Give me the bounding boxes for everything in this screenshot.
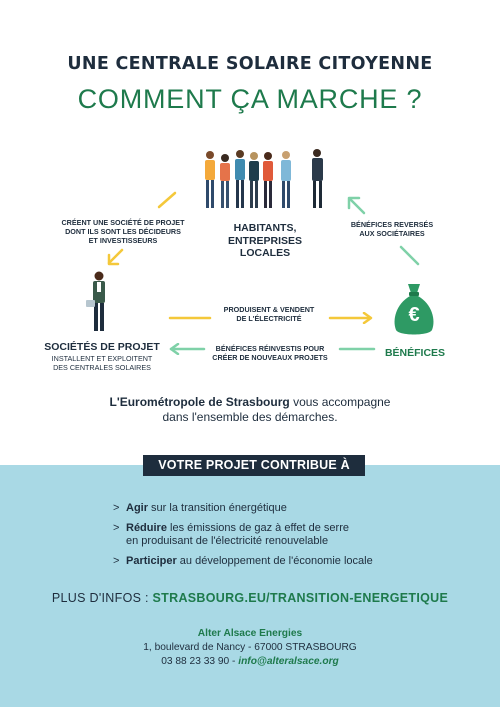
money-bag-icon [390, 280, 438, 338]
contact-org: Alter Alsace Energies [197, 628, 303, 639]
title-line-2: COMMENT ÇA MARCHE ? [77, 84, 423, 114]
accompagne-text: L'Eurométropole de Strasbourg vous accompagne dans l'ensemble des démarches. [109, 395, 391, 424]
plus-infos: PLUS D'INFOS : STRASBOURG.EU/TRANSITION-ENERGETIQUE [51, 591, 449, 605]
contact-address: 1, boulevard de Nancy - 67000 STRASBOURG [143, 642, 357, 653]
arrow-to-habitants [155, 191, 179, 209]
habitants-label: HABITANTS, ENTREPRISES LOCALES [227, 222, 303, 259]
contact-phone: 03 88 23 33 90 - [161, 656, 239, 667]
arrow-line-benefices [398, 244, 422, 268]
list-item: > Participer au développement de l'économie locale [113, 555, 373, 567]
person-7 [312, 149, 323, 208]
contact-email[interactable]: info@alteralsace.org [238, 656, 339, 667]
societes-title: SOCIÉTÉS DE PROJET [44, 341, 160, 353]
contribue-banner: VOTRE PROJET CONTRIBUE À [143, 455, 365, 476]
benefices-label: BÉNÉFICES [384, 347, 446, 359]
contribution-list [113, 502, 453, 575]
arrow-to-societes [104, 247, 126, 269]
infos-link[interactable]: STRASBOURG.EU/TRANSITION-ENERGETIQUE [152, 591, 449, 605]
list-item: > Réduire les émissions de gaz à effet de serre en produisant de l'électricité renouvelable [113, 522, 349, 547]
arrow-to-habitants-from-benefices [344, 194, 368, 216]
title-line-1: UNE CENTRALE SOLAIRE CITOYENNE [67, 54, 433, 74]
person-3 [235, 150, 245, 208]
businessman-illustration [84, 270, 114, 334]
benefices-reverses-label: BÉNÉFICES REVERSÉS AUX SOCIÉTAIRES [350, 220, 434, 238]
person-2 [220, 154, 230, 208]
euro-symbol: € [408, 304, 420, 326]
contact-block [0, 627, 500, 669]
list-item: > Agir sur la transition énergétique [113, 502, 287, 514]
person-4 [249, 152, 259, 208]
person-1 [205, 151, 215, 208]
people-illustration [198, 146, 330, 212]
produisent-label: PRODUISENT & VENDENT DE L'ÉLECTRICITÉ [223, 305, 315, 323]
reinvestis-label: BÉNÉFICES RÉINVESTIS POUR CRÉER DE NOUVEAUX PROJETS [212, 344, 328, 362]
arrow-produisent [168, 312, 376, 324]
arrow-reinvestis [168, 343, 378, 355]
person-5 [263, 152, 273, 208]
person-6 [281, 151, 291, 208]
societes-sublabel: INSTALLENT ET EXPLOITENT DES CENTRALES SOLAIRES [51, 354, 153, 372]
creent-label: CRÉENT UNE SOCIÉTÉ DE PROJET DONT ILS SONT LES DÉCIDEURS ET INVESTISSEURS [61, 218, 185, 245]
